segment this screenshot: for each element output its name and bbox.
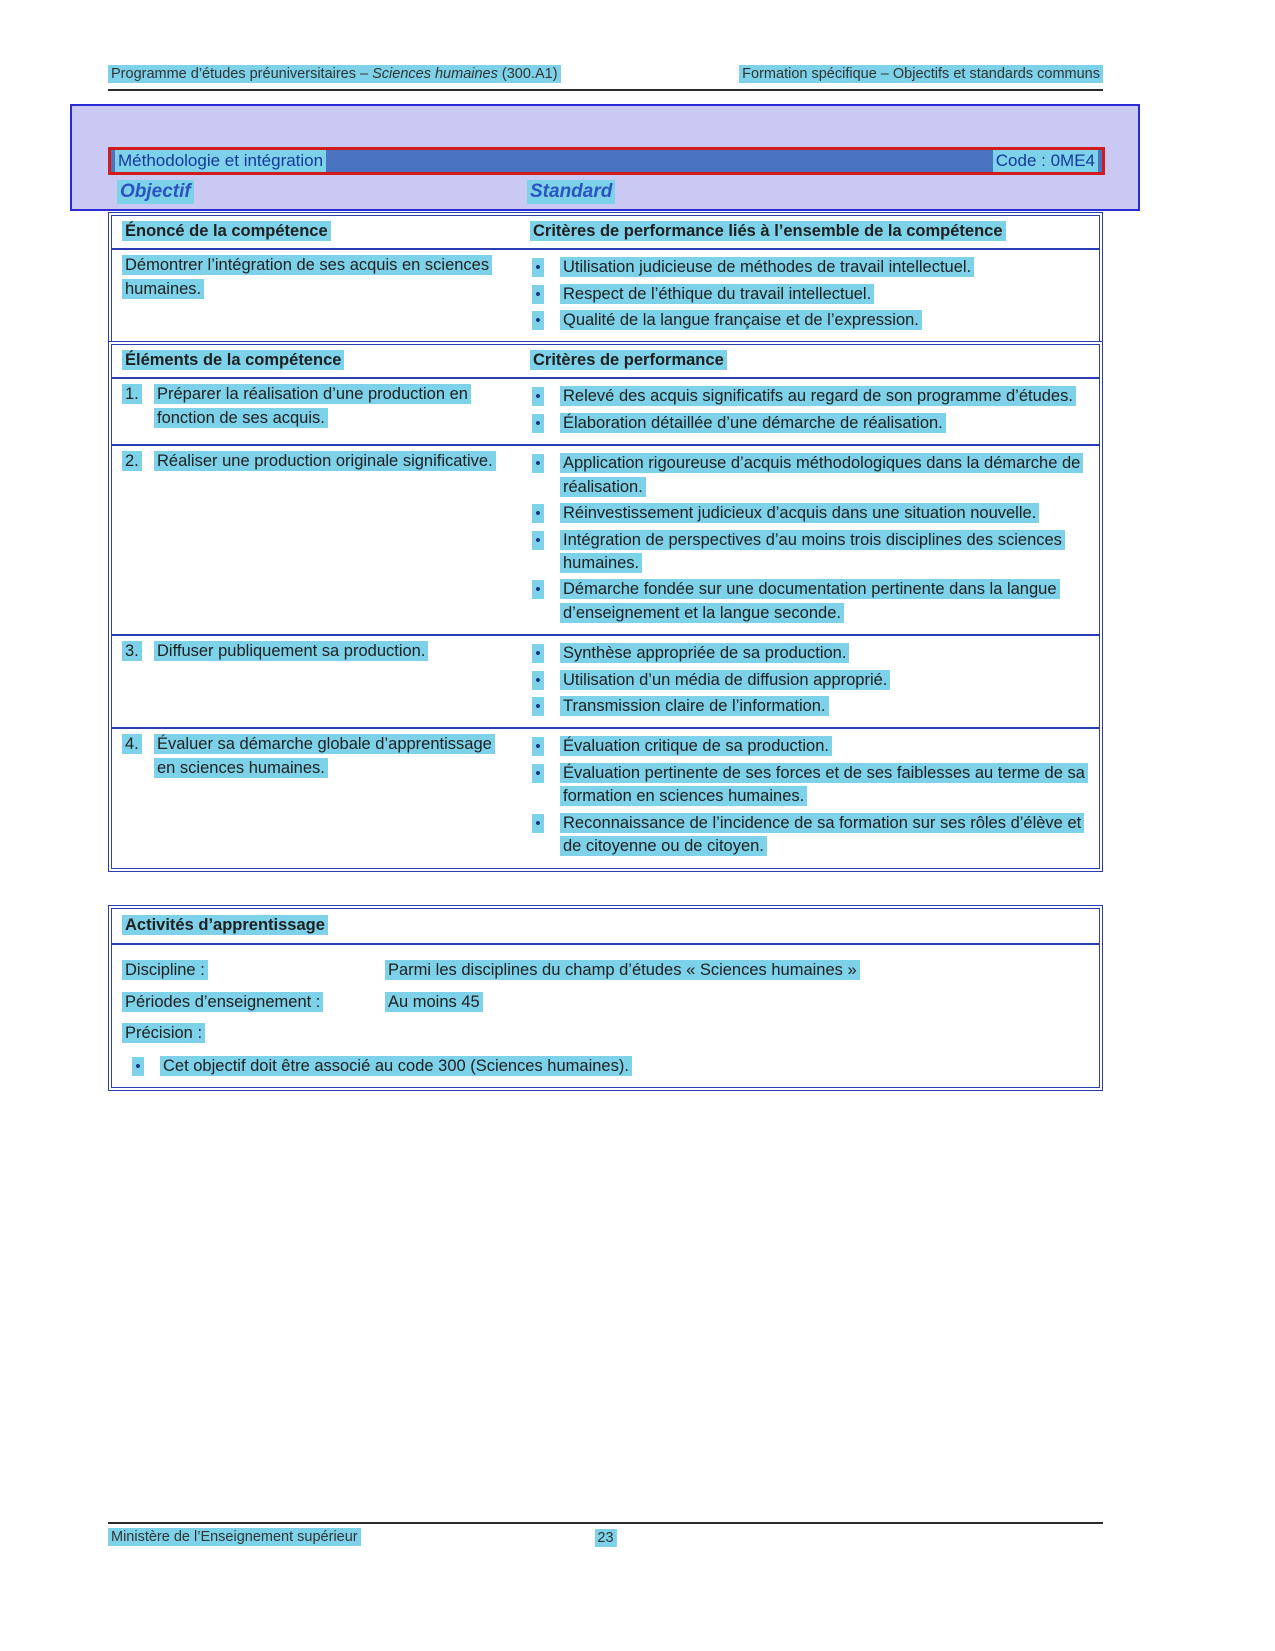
criteria-text: Démarche fondée sur une documentation pertinente dans la langue d’enseignement et la langue seconde.	[560, 579, 1060, 622]
bullet-icon: •	[532, 414, 543, 433]
footer-page-number: 23	[594, 1529, 616, 1547]
precision-bullet-item	[130, 1055, 1089, 1078]
activities-line-periodes	[122, 991, 1089, 1014]
learning-activities-box	[108, 905, 1103, 1091]
criteria-item	[530, 529, 1091, 576]
criteria-text: Relevé des acquis significatifs au regard de son programme d’études.	[560, 386, 1076, 406]
criteria-list	[530, 385, 1091, 435]
bullet-icon: •	[532, 671, 543, 690]
criteria-item	[530, 578, 1091, 625]
header-right-text: Formation spécifique – Objectifs et standards communs	[739, 65, 1103, 83]
objectif-heading: Objectif	[117, 180, 194, 204]
element-text: Préparer la réalisation d’une production en fonction de ses acquis.	[154, 384, 471, 427]
page-footer	[108, 1522, 1103, 1545]
bullet-icon: •	[532, 258, 543, 277]
discipline-label: Discipline :	[122, 960, 208, 980]
activities-line-discipline	[122, 959, 1089, 982]
criteria-item	[530, 309, 1091, 332]
criteria-item	[530, 452, 1091, 499]
header-left-post: (300.A1)	[497, 66, 558, 82]
bullet-icon: •	[532, 764, 543, 783]
elements-table	[108, 341, 1103, 872]
criteria-text: Évaluation critique de sa production.	[560, 736, 832, 756]
criteria-text: Synthèse appropriée de sa production.	[560, 643, 849, 663]
discipline-value: Parmi les disciplines du champ d’études « Sciences humaines »	[385, 960, 860, 980]
bullet-icon: •	[532, 285, 543, 304]
criteria-item	[530, 695, 1091, 718]
criteria-item	[530, 812, 1091, 859]
periodes-value: Au moins 45	[385, 992, 483, 1012]
bullet-icon: •	[532, 387, 543, 406]
criteria-text: Utilisation judicieuse de méthodes de travail intellectuel.	[560, 257, 974, 277]
element-row-4	[112, 727, 1099, 867]
element-number: 2.	[122, 451, 142, 471]
elements-table-header	[112, 345, 1099, 379]
activities-header	[112, 909, 1099, 945]
criteres-ensemble-header: Critères de performance liés à l’ensemble de la compétence	[530, 221, 1006, 241]
criteria-text: Qualité de la langue française et de l’expression.	[560, 310, 922, 330]
criteria-list	[530, 642, 1091, 718]
criteria-text: Élaboration détaillée d’une démarche de réalisation.	[560, 413, 946, 433]
element-text: Diffuser publiquement sa production.	[154, 641, 428, 661]
criteria-item	[530, 385, 1091, 408]
competence-table-header	[112, 216, 1099, 250]
element-row-1	[112, 379, 1099, 444]
competence-table	[108, 212, 1103, 346]
header-left-pre: Programme d’études préuniversitaires –	[111, 66, 373, 82]
element-text: Réaliser une production originale significative.	[154, 451, 496, 471]
bullet-icon: •	[132, 1057, 143, 1076]
criteria-item	[530, 283, 1091, 306]
criteria-text: Transmission claire de l’information.	[560, 696, 829, 716]
element-number: 4.	[122, 734, 142, 754]
precision-label: Précision :	[122, 1023, 205, 1043]
title-bar-code: Code : 0ME4	[993, 150, 1098, 172]
activities-title: Activités d’apprentissage	[122, 915, 328, 935]
criteria-text: Respect de l’éthique du travail intellectuel.	[560, 284, 874, 304]
criteria-text: Reconnaissance de l’incidence de sa formation sur ses rôles d’élève et de citoyenne ou de citoyen.	[560, 813, 1084, 856]
title-bar	[108, 147, 1105, 175]
bullet-icon: •	[532, 697, 543, 716]
periodes-label: Périodes d’enseignement :	[122, 992, 323, 1012]
enonce-header: Énoncé de la compétence	[122, 221, 331, 241]
criteria-list	[530, 256, 1091, 332]
precision-bullet-text: Cet objectif doit être associé au code 300 (Sciences humaines).	[160, 1056, 632, 1076]
element-number: 3.	[122, 641, 142, 661]
elements-header: Éléments de la compétence	[122, 350, 344, 370]
criteria-item	[530, 412, 1091, 435]
enonce-text: Démontrer l’intégration de ses acquis en sciences humaines.	[122, 255, 492, 298]
header-right	[739, 66, 1103, 82]
element-number: 1.	[122, 384, 142, 404]
bullet-icon: •	[532, 531, 543, 550]
criteres-header: Critères de performance	[530, 350, 727, 370]
criteria-text: Utilisation d’un média de diffusion approprié.	[560, 670, 890, 690]
criteria-item	[530, 256, 1091, 279]
criteria-list	[530, 452, 1091, 625]
standard-heading: Standard	[527, 180, 615, 204]
activities-line-precision	[122, 1022, 1089, 1045]
header-left	[108, 66, 561, 82]
bullet-icon: •	[532, 454, 543, 473]
bullet-icon: •	[532, 644, 543, 663]
criteria-item	[530, 762, 1091, 809]
page-header	[108, 66, 1103, 91]
criteria-item	[530, 502, 1091, 525]
element-text: Évaluer sa démarche globale d’apprentissage en sciences humaines.	[154, 734, 495, 777]
bullet-icon: •	[532, 504, 543, 523]
footer-ministry: Ministère de l’Enseignement supérieur	[108, 1528, 361, 1546]
criteria-list	[530, 735, 1091, 858]
criteria-text: Réinvestissement judicieux d’acquis dans une situation nouvelle.	[560, 503, 1039, 523]
bullet-icon: •	[532, 580, 543, 599]
competence-row	[112, 250, 1099, 341]
objective-banner	[70, 104, 1140, 211]
header-left-italic: Sciences humaines	[372, 66, 498, 82]
element-row-3	[112, 634, 1099, 727]
title-bar-title: Méthodologie et intégration	[115, 150, 326, 172]
bullet-icon: •	[532, 814, 543, 833]
bullet-icon: •	[532, 737, 543, 756]
criteria-text: Application rigoureuse d’acquis méthodologiques dans la démarche de réalisation.	[560, 453, 1083, 496]
bullet-icon: •	[532, 311, 543, 330]
criteria-item	[530, 669, 1091, 692]
criteria-text: Intégration de perspectives d’au moins trois disciplines des sciences humaines.	[560, 530, 1065, 573]
criteria-text: Évaluation pertinente de ses forces et de ses faiblesses au terme de sa formation en sciences humaines.	[560, 763, 1088, 806]
criteria-item	[530, 735, 1091, 758]
criteria-item	[530, 642, 1091, 665]
element-row-2	[112, 444, 1099, 634]
